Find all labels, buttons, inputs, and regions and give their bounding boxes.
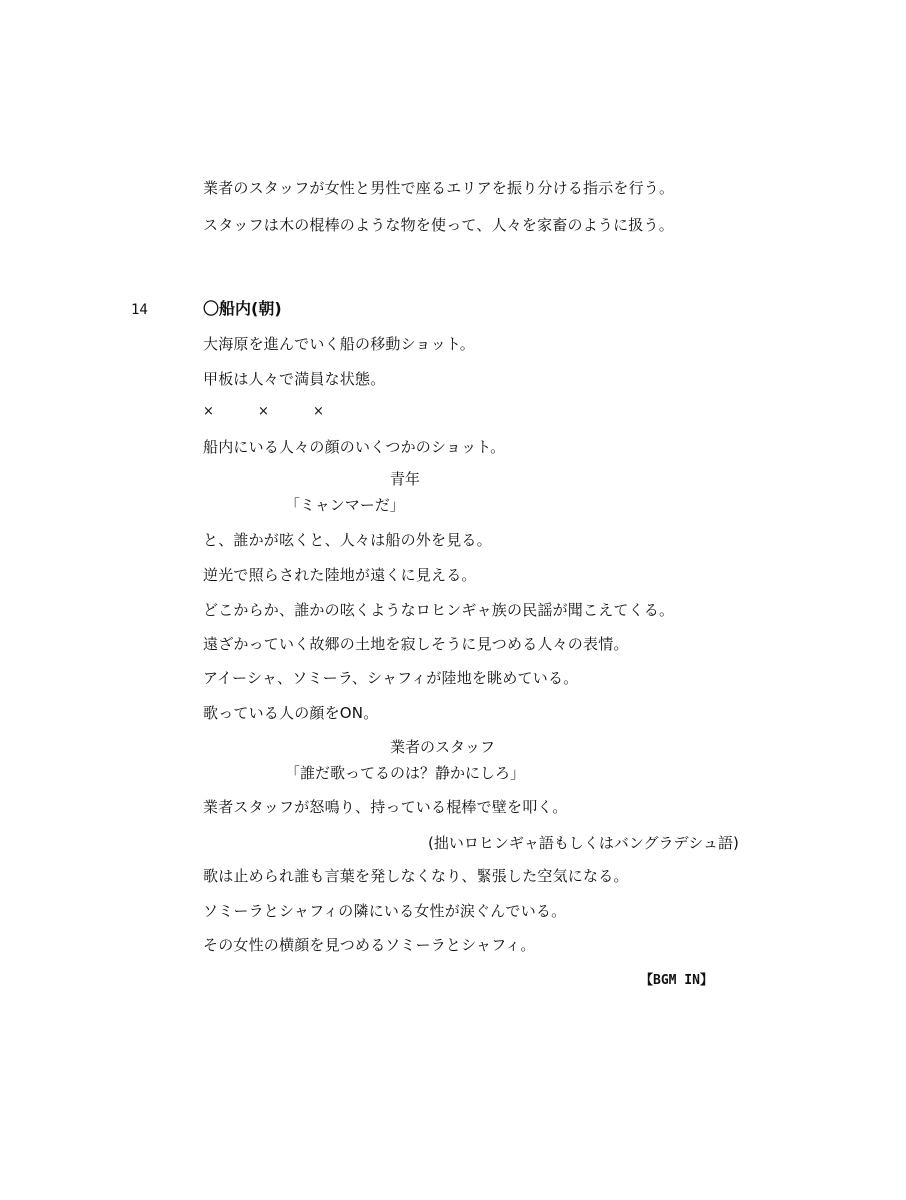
time-skip-mark: ×	[203, 404, 214, 419]
action-line-2: 甲板は人々で満員な状態。	[203, 370, 386, 388]
scene-heading: 〇船内(朝)	[203, 299, 282, 318]
language-note: (拙いロヒンギャ語もしくはバングラデシュ語)	[428, 834, 739, 852]
action-line-1: 大海原を進んでいく船の移動ショット。	[203, 335, 475, 353]
dialogue-line-seinen: 「ミャンマーだ」	[285, 496, 405, 514]
action-line-11: 歌は止められ誰も言葉を発しなくなり、緊張した空気になる。	[203, 867, 629, 885]
intro-line-2: スタッフは木の棍棒のような物を使って、人々を家畜のように扱う。	[203, 216, 674, 234]
dialogue-line-staff: 「誰だ歌ってるのは？静かにしろ」	[285, 764, 526, 782]
intro-line-1: 業者のスタッフが女性と男性で座るエリアを振り分ける指示を行う。	[203, 179, 675, 197]
action-line-6: どこからか、誰かの呟くようなロヒンギャ族の民謡が聞こえてくる。	[203, 601, 675, 619]
action-line-5: 逆光で照らされた陸地が遠くに見える。	[203, 566, 477, 584]
action-line-13: その女性の横顔を見つめるソミーラとシャフィ。	[203, 936, 536, 954]
action-line-10: 業者スタッフが怒鳴り、持っている棍棒で壁を叩く。	[203, 798, 568, 816]
action-line-12: ソミーラとシャフィの隣にいる女性が涙ぐんでいる。	[203, 902, 567, 920]
time-skip-marks	[203, 402, 368, 422]
action-line-7: 遠ざかっていく故郷の土地を寂しそうに見つめる人々の表情。	[203, 635, 629, 653]
action-line-4: と、誰かが呟くと、人々は船の外を見る。	[203, 531, 492, 549]
character-name-staff: 業者のスタッフ	[390, 738, 496, 756]
time-skip-mark: ×	[313, 404, 324, 419]
action-line-9: 歌っている人の顔をON。	[203, 704, 379, 722]
bgm-cue: 【BGM IN】	[640, 973, 713, 988]
scene-number: 14	[131, 302, 148, 318]
character-name-seinen: 青年	[390, 470, 421, 488]
time-skip-mark: ×	[258, 404, 269, 419]
action-line-8: アイーシャ、ソミーラ、シャフィが陸地を眺めている。	[203, 669, 579, 687]
action-line-3: 船内にいる人々の顔のいくつかのショット。	[203, 438, 506, 456]
